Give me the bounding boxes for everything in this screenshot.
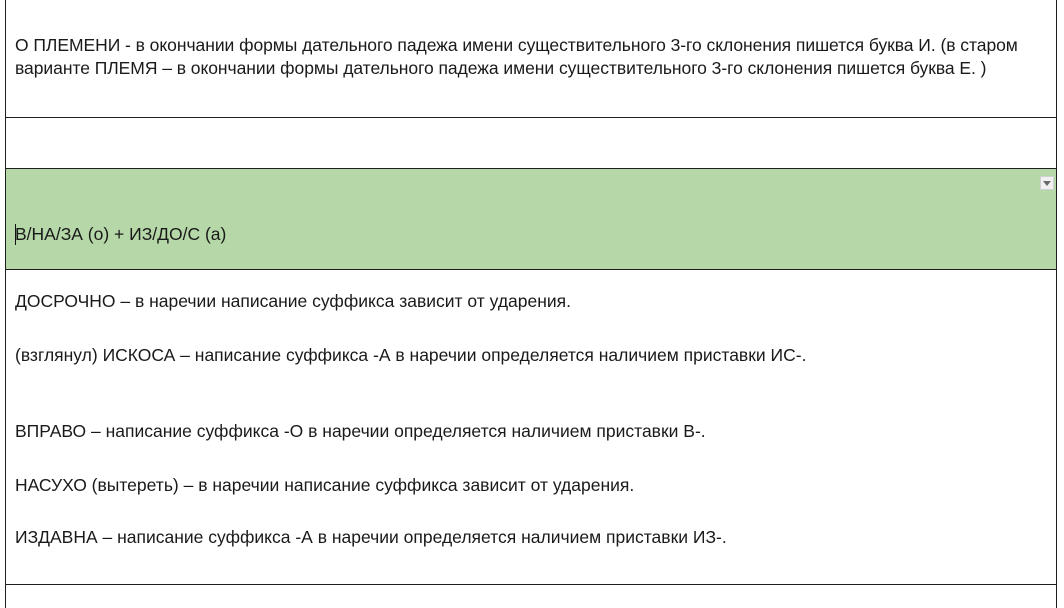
dropdown-arrow-icon[interactable]	[1040, 176, 1054, 190]
table-cell-empty[interactable]	[5, 585, 1057, 608]
cell-text: О ПЛЕМЕНИ - в окончании формы дательного падежа имени существительного 3-го склонения пишется буква И. (в старом варианте ПЛЕМЯ – в окончании формы дательного падежа имени существительного 3-го склонения пишется буква Е. )	[15, 35, 1018, 78]
chevron-down-icon	[1043, 181, 1051, 186]
list-item: ВПРАВО – написание суффикса -О в наречии определяется наличием приставки В-.	[15, 421, 706, 441]
list-item: (взглянул) ИСКОСА – написание суффикса -А в наречии определяется наличием приставки ИС-.	[15, 345, 807, 365]
list-item: ДОСРОЧНО – в наречии написание суффикса зависит от ударения.	[15, 291, 572, 311]
list-item: ИЗДАВНА – написание суффикса -А в наречии определяется наличием приставки ИЗ-.	[15, 527, 727, 547]
table-cell-empty[interactable]	[5, 118, 1057, 169]
table-cell-highlighted[interactable]	[5, 169, 1057, 270]
list-item: НАСУХО (вытереть) – в наречии написание суффикса зависит от ударения.	[15, 475, 635, 495]
cell-text: В/НА/ЗА (о) + ИЗ/ДО/С (а)	[15, 224, 227, 244]
table-cell-plemeni[interactable]	[5, 0, 1057, 118]
table-cell-adverbs[interactable]	[5, 270, 1057, 585]
